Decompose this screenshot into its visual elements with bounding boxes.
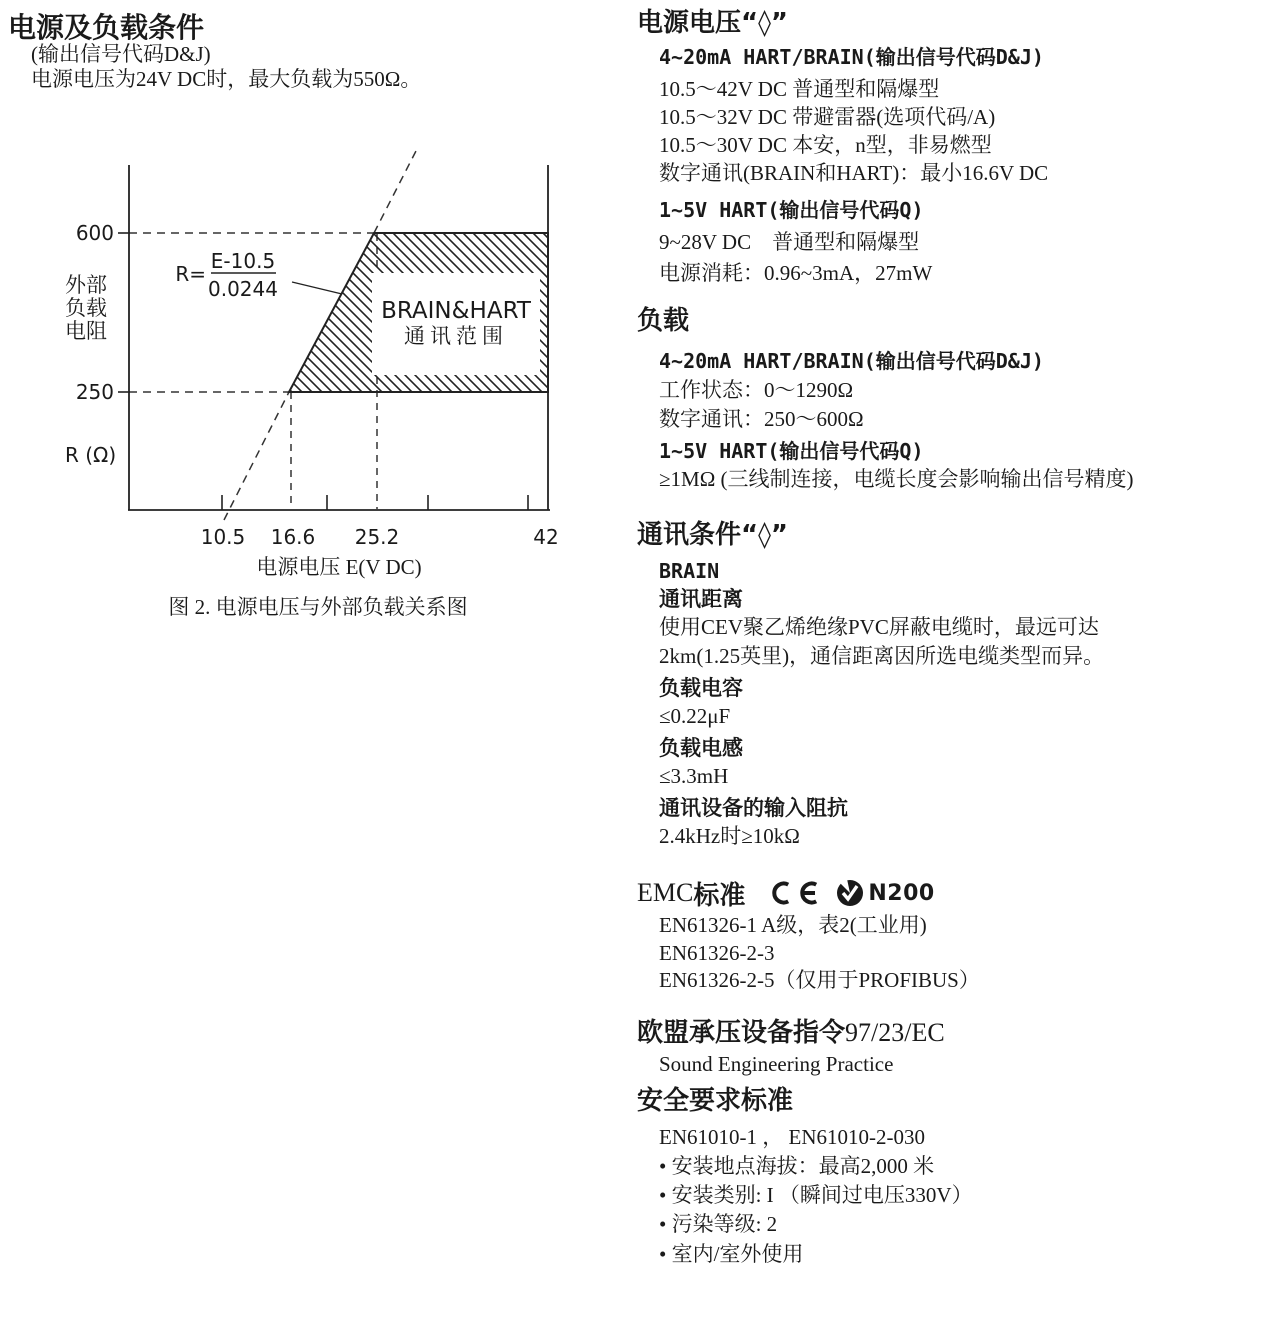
formula-denominator: 0.0244 — [208, 277, 278, 301]
spec-line: 10.5～42V DC 普通型和隔爆型 — [659, 77, 940, 101]
power-load-body: 电源电压为24V DC时，最大负载为550Ω。 — [31, 67, 422, 91]
emc-heading-latin: EMC — [637, 878, 694, 907]
x-axis-label: 电源电压 E(V DC) — [256, 555, 422, 579]
spec-line: 9~28V DC 普通型和隔爆型 — [659, 230, 920, 254]
y-tick-600: 600 — [75, 221, 114, 245]
spec-line: BRAIN — [659, 559, 720, 583]
spec-line: EN61326-1 A级，表2(工业用) — [659, 913, 927, 937]
load-line-dashed-lower — [224, 392, 289, 520]
spec-line: 1~5V HART(输出信号代码Q) — [659, 198, 924, 222]
svg-text:外部: 外部 — [65, 273, 107, 297]
rcm-n200-label: N200 — [868, 880, 935, 906]
x-tick-25-2: 25.2 — [354, 525, 400, 549]
spec-line: EN61326-2-5（仅用于PROFIBUS） — [659, 968, 980, 992]
ped-heading-cn: 欧盟承压设备指令 — [637, 1018, 846, 1048]
spec-line: 使用CEV聚乙烯绝缘PVC屏蔽电缆时，最远可达 — [659, 615, 1099, 639]
spec-line: ≤3.3mH — [659, 764, 729, 788]
spec-line: Sound Engineering Practice — [659, 1052, 894, 1076]
spec-line-bullet: • 安装类别: I （瞬间过电压330V） — [659, 1183, 973, 1207]
spec-line-bullet: • 室内/室外使用 — [659, 1242, 804, 1266]
y-tick-250: 250 — [75, 380, 114, 404]
spec-line: 10.5～30V DC 本安，n型，非易燃型 — [659, 133, 992, 157]
section-title-power-load: 电源及负载条件 — [8, 11, 205, 44]
figure-2-supply-voltage-load-chart — [40, 140, 580, 630]
spec-line: 通讯设备的输入阻抗 — [659, 796, 848, 820]
spec-line: 负载电感 — [659, 736, 743, 760]
spec-line: ≥1MΩ (三线制连接，电缆长度会影响输出信号精度) — [659, 467, 1134, 491]
y-axis-label — [65, 273, 107, 343]
spec-line: ≤0.22μF — [659, 704, 731, 728]
svg-text:负载: 负载 — [65, 296, 107, 320]
load-line-dashed-upper — [374, 149, 417, 233]
spec-line: EN61010-1 ， EN61010-2-030 — [659, 1125, 925, 1149]
spec-line: 10.5～32V DC 带避雷器(选项代码/A) — [659, 105, 996, 129]
spec-line: 数字通讯：250～600Ω — [659, 407, 864, 431]
section-heading-supply-voltage: 电源电压“◊” — [637, 8, 789, 38]
spec-line: 4~20mA HART/BRAIN(输出信号代码D&J) — [659, 45, 1044, 69]
region-label-brain-hart: BRAIN&HART — [381, 298, 531, 324]
spec-line-bullet: • 污染等级: 2 — [659, 1212, 778, 1236]
formula-lhs: R= — [175, 262, 206, 286]
x-tick-10-5: 10.5 — [200, 525, 246, 549]
spec-line: 电源消耗：0.96~3mA，27mW — [659, 261, 933, 285]
spec-line: 数字通讯(BRAIN和HART)：最小16.6V DC — [659, 161, 1049, 185]
region-label-comm-range: 通讯范围 — [404, 324, 508, 348]
spec-line: 通讯距离 — [659, 587, 743, 611]
y-unit-label: R (Ω) — [65, 443, 117, 467]
section-heading-ped — [637, 1018, 945, 1048]
spec-line: 4~20mA HART/BRAIN(输出信号代码D&J) — [659, 349, 1044, 373]
spec-line: EN61326-2-3 — [659, 941, 775, 965]
section-heading-emc — [637, 876, 935, 910]
svg-text:电阻: 电阻 — [65, 319, 107, 343]
emc-heading-cn: 标准 — [693, 880, 746, 911]
spec-line: 2km(1.25英里)，通信距离因所选电缆类型而异。 — [659, 644, 1105, 668]
spec-line: 工作状态：0～1290Ω — [659, 378, 854, 402]
figure-caption: 图 2. 电源电压与外部负载关系图 — [168, 595, 468, 619]
load-formula — [175, 249, 342, 301]
formula-numerator: E-10.5 — [210, 249, 276, 273]
formula-leader-line — [292, 282, 342, 294]
power-load-signal-code: (输出信号代码D&J) — [31, 42, 211, 66]
section-heading-communication: 通讯条件“◊” — [637, 520, 789, 550]
section-heading-load: 负载 — [637, 306, 690, 336]
ce-mark-icon — [771, 879, 827, 907]
ped-heading-latin: 97/23/EC — [845, 1018, 945, 1047]
rcm-c-tick-icon — [835, 878, 865, 908]
section-heading-safety: 安全要求标准 — [637, 1086, 794, 1116]
spec-line: 负载电容 — [659, 676, 743, 700]
x-tick-16-6: 16.6 — [270, 525, 316, 549]
spec-line-bullet: • 安装地点海拔：最高2,000 米 — [659, 1154, 935, 1178]
spec-line: 2.4kHz时≥10kΩ — [659, 824, 800, 848]
spec-line: 1~5V HART(输出信号代码Q) — [659, 439, 924, 463]
x-tick-42: 42 — [533, 525, 559, 549]
